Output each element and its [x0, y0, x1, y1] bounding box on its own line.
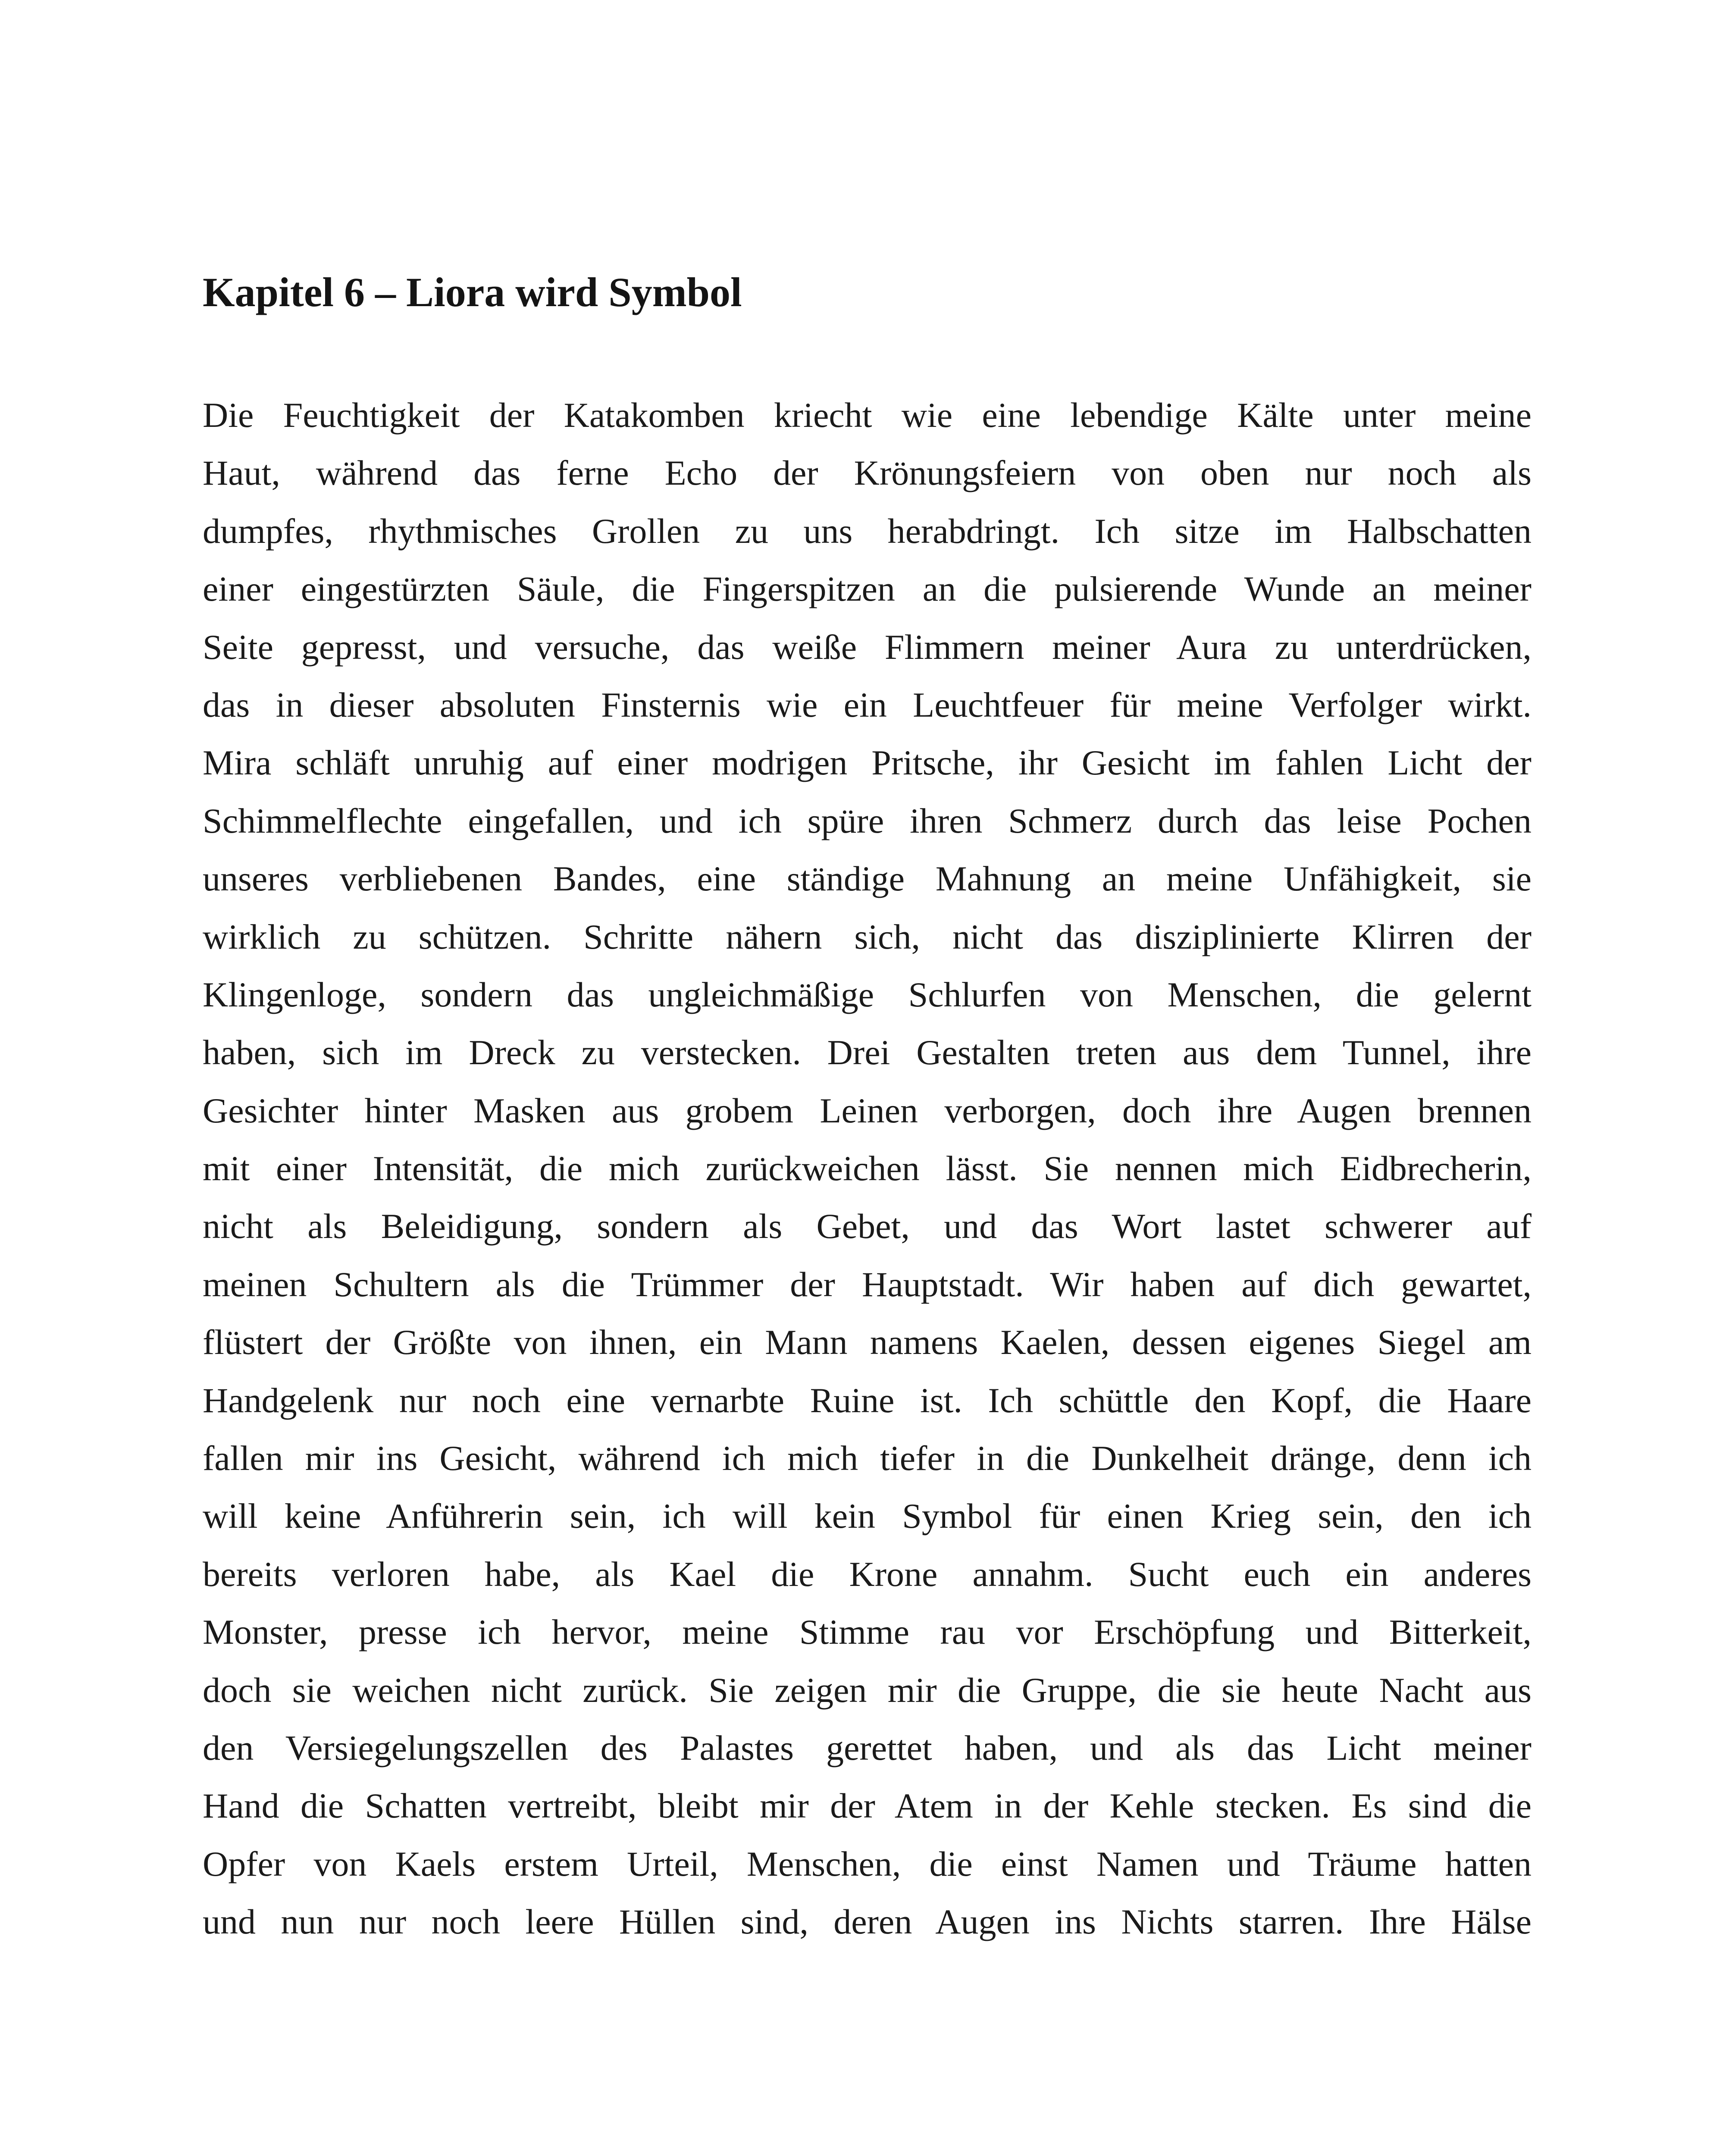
text-line: mit einer Intensität, die mich zurückweichen lässt. Sie nennen mich Eidbrecherin, — [203, 1149, 1532, 1188]
chapter-title: Kapitel 6 – Liora wird Symbol — [203, 269, 742, 315]
text-line: Seite gepresst, und versuche, das weiße Flimmern meiner Aura zu unterdrücken, — [203, 627, 1532, 667]
text-line: das in dieser absoluten Finsternis wie ein Leuchtfeuer für meine Verfolger wirkt. — [203, 685, 1532, 724]
text-line: fallen mir ins Gesicht, während ich mich tiefer in die Dunkelheit dränge, denn ich — [203, 1438, 1532, 1478]
text-line: den Versiegelungszellen des Palastes gerettet haben, und als das Licht meiner — [203, 1728, 1532, 1767]
text-line: Mira schläft unruhig auf einer modrigen Pritsche, ihr Gesicht im fahlen Licht der — [203, 743, 1532, 783]
text-line: haben, sich im Dreck zu verstecken. Drei Gestalten treten aus dem Tunnel, ihre — [203, 1033, 1532, 1072]
text-line: Gesichter hinter Masken aus grobem Leinen verborgen, doch ihre Augen brennen — [203, 1091, 1532, 1130]
text-line: nicht als Beleidigung, sondern als Gebet, und das Wort lastet schwerer auf — [203, 1206, 1532, 1246]
text-line: Opfer von Kaels erstem Urteil, Menschen, die einst Namen und Träume hatten — [203, 1844, 1532, 1883]
text-line: einer eingestürzten Säule, die Fingerspitzen an die pulsierende Wunde an meiner — [203, 569, 1532, 609]
text-line: Die Feuchtigkeit der Katakomben kriecht wie eine lebendige Kälte unter meine — [203, 395, 1532, 435]
text-line: Monster, presse ich hervor, meine Stimme rau vor Erschöpfung und Bitterkeit, — [203, 1612, 1532, 1652]
text-line: und nun nur noch leere Hüllen sind, deren Augen ins Nichts starren. Ihre Hälse — [203, 1902, 1532, 1942]
chapter-body-text — [203, 386, 1532, 1951]
text-line: unseres verbliebenen Bandes, eine ständige Mahnung an meine Unfähigkeit, sie — [203, 859, 1532, 899]
text-line: flüstert der Größte von ihnen, ein Mann namens Kaelen, dessen eigenes Siegel am — [203, 1322, 1532, 1362]
text-line: Haut, während das ferne Echo der Krönungsfeiern von oben nur noch als — [203, 453, 1532, 493]
text-line: bereits verloren habe, als Kael die Krone annahm. Sucht euch ein anderes — [203, 1554, 1532, 1594]
text-line: meinen Schultern als die Trümmer der Hauptstadt. Wir haben auf dich gewartet, — [203, 1264, 1532, 1304]
text-line: Klingenloge, sondern das ungleichmäßige Schlurfen von Menschen, die gelernt — [203, 975, 1532, 1014]
text-line: Schimmelflechte eingefallen, und ich spüre ihren Schmerz durch das leise Pochen — [203, 801, 1532, 840]
text-line: doch sie weichen nicht zurück. Sie zeigen mir die Gruppe, die sie heute Nacht aus — [203, 1670, 1532, 1710]
text-line: Handgelenk nur noch eine vernarbte Ruine ist. Ich schüttle den Kopf, die Haare — [203, 1380, 1532, 1420]
text-line: dumpfes, rhythmisches Grollen zu uns herabdringt. Ich sitze im Halbschatten — [203, 511, 1532, 551]
text-line: will keine Anführerin sein, ich will kein Symbol für einen Krieg sein, den ich — [203, 1496, 1532, 1536]
text-line: Hand die Schatten vertreibt, bleibt mir der Atem in der Kehle stecken. Es sind die — [203, 1786, 1532, 1826]
text-line: wirklich zu schützen. Schritte nähern sich, nicht das disziplinierte Klirren der — [203, 917, 1532, 956]
